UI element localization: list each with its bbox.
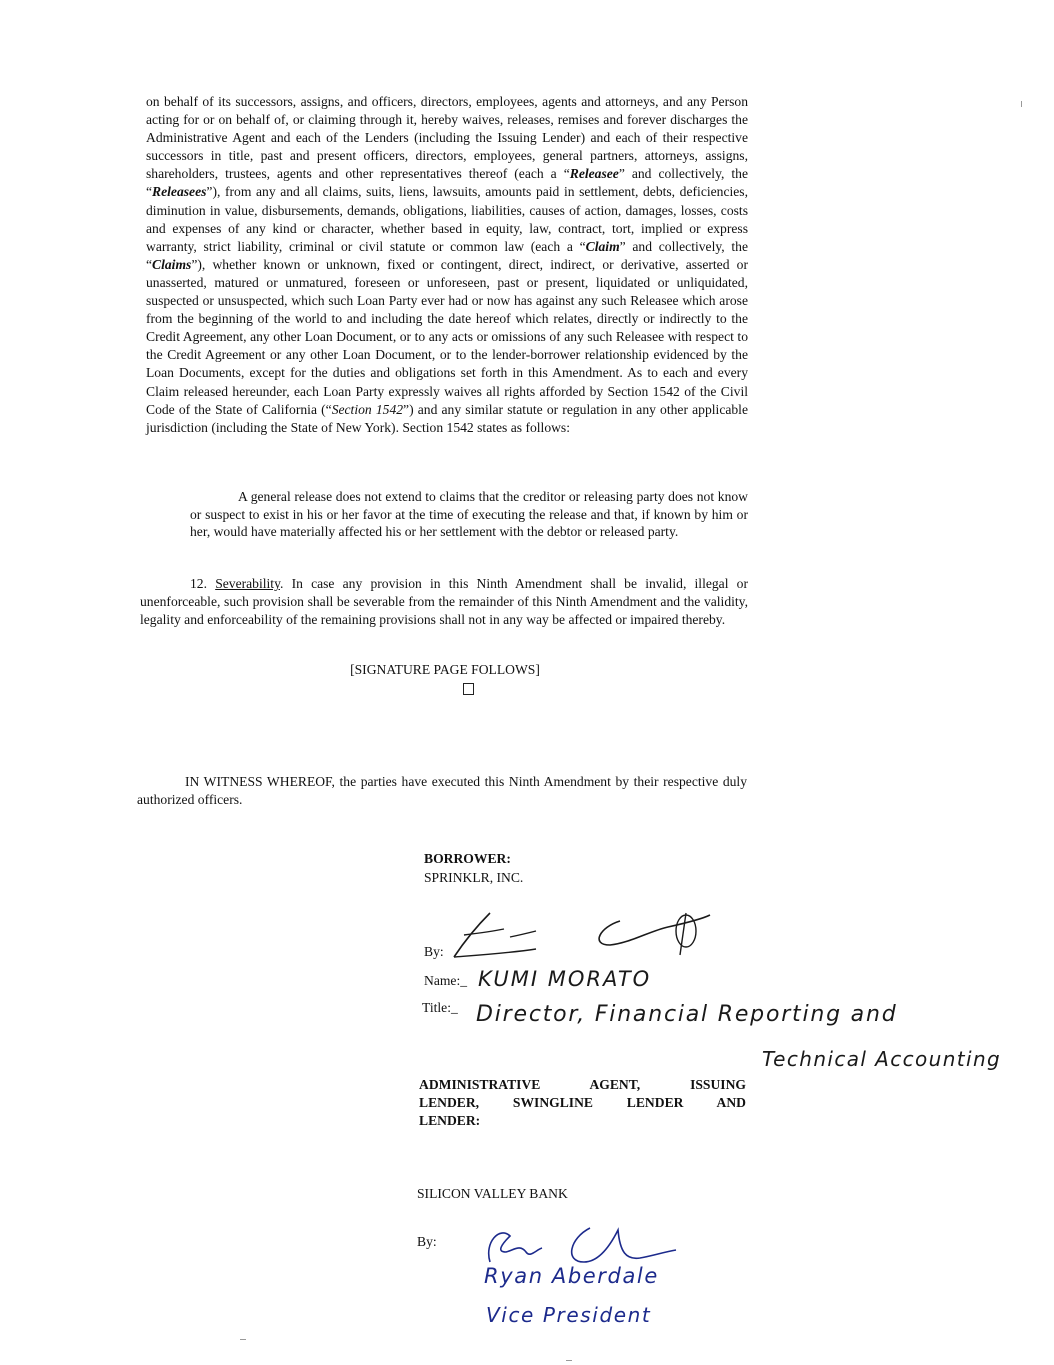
section-heading: Severability — [215, 576, 280, 591]
section-number: 12. — [190, 576, 207, 591]
admin-agent-heading: ADMINISTRATIVE AGENT, ISSUING LENDER, SWINGLINE LENDER AND LENDER: — [419, 1077, 746, 1128]
borrower-company: SPRINKLR, INC. — [424, 870, 524, 885]
borrower-name-label: Name:_ — [424, 973, 468, 988]
borrower-signature — [440, 905, 730, 965]
scan-mark — [566, 1360, 572, 1361]
borrower-heading: BORROWER: — [424, 851, 511, 866]
borrower-handwritten-title-line1: Director, Financial Reporting and — [476, 1002, 898, 1027]
severability-section: 12. Severability. In case any provision in this Ninth Amendment shall be invalid, illegal or unenforceable, such provision shall be severable from the remainder of this Ninth Amendment and the validity, legality and enforceability of the remaining provisions shall not in any way be affected or impaired thereby. — [140, 576, 748, 627]
checkbox-glyph-icon — [463, 683, 474, 695]
release-paragraph: on behalf of its successors, assigns, and officers, directors, employees, agents and attorneys, and any Person acting for or on behalf of, or claiming through it, hereby waives, releases, remises and forever discharges the Administrative Agent and each of the Lenders (including the Issuing Lender) and each of their respective successors in title, past and present officers, directors, employees, general partners, attorneys, assigns, shareholders, trustees, agents and other representatives thereof (each a “Releasee” and collectively, the “Releasees”), from any and all claims, suits, liens, lawsuits, amounts paid in settlement, debts, deficiencies, diminution in value, disbursements, demands, obligations, liabilities, causes of action, damages, losses, costs and expenses of any kind or character, whether based in equity, law, contract, tort, implied or express warranty, strict liability, criminal or civil statute or common law (each a “Claim” and collectively, the “Claims”), whether known or unknown, fixed or contingent, direct, indirect, or derivative, asserted or unasserted, matured or unmatured, foreseen or unforeseen, past or present, liquidated or unliquidated, suspected or unsuspected, which such Loan Party ever had or now has against any such Releasee which arose from the beginning of the world to and including the date hereof which relates, directly or indirectly to the Credit Agreement, any other Loan Document, or to any acts or omissions of any such Releasee with respect to the Credit Agreement or any other Loan Document, or to the lender-borrower relationship evidenced by the Loan Documents, except for the duties and obligations set forth in this Amendment. As to each and every Claim released hereunder, each Loan Party expressly waives all rights afforded by Section 1542 of the Civil Code of the State of California (“Section 1542”) and any similar statute or regulation in any other applicable jurisdiction (including the State of New York). Section 1542 states as follows: — [146, 94, 748, 435]
bank-by-label: By: — [417, 1234, 437, 1249]
borrower-handwritten-title-line2: Technical Accounting — [762, 1047, 1002, 1071]
scan-mark — [240, 1339, 246, 1340]
borrower-by-label: By: — [424, 944, 444, 959]
term-claims: Claims — [152, 256, 192, 272]
term-releasee: Releasee — [569, 166, 619, 182]
bank-signature — [480, 1222, 680, 1268]
witness-clause: IN WITNESS WHEREOF, the parties have executed this Ninth Amendment by their respective duly authorized officers. — [137, 774, 747, 807]
section-1542-quote: A general release does not extend to claims that the creditor or releasing party does not know or suspect to exist in his or her favor at the time of executing the release and that, if known by him or her, would have materially affected his or her settlement with the debtor or released party. — [190, 489, 748, 540]
bank-name: SILICON VALLEY BANK — [417, 1186, 568, 1201]
scan-mark — [1021, 101, 1022, 107]
bank-handwritten-title: Vice President — [486, 1303, 652, 1327]
bank-handwritten-name: Ryan Aberdale — [484, 1264, 659, 1288]
term-section-1542: Section 1542 — [331, 401, 404, 417]
borrower-handwritten-name: KUMI MORATO — [478, 967, 652, 991]
borrower-title-label: Title:_ — [422, 1000, 458, 1015]
term-claim: Claim — [585, 238, 620, 254]
signature-page-follows: [SIGNATURE PAGE FOLLOWS] — [350, 662, 540, 677]
term-releasees: Releasees — [152, 184, 207, 200]
